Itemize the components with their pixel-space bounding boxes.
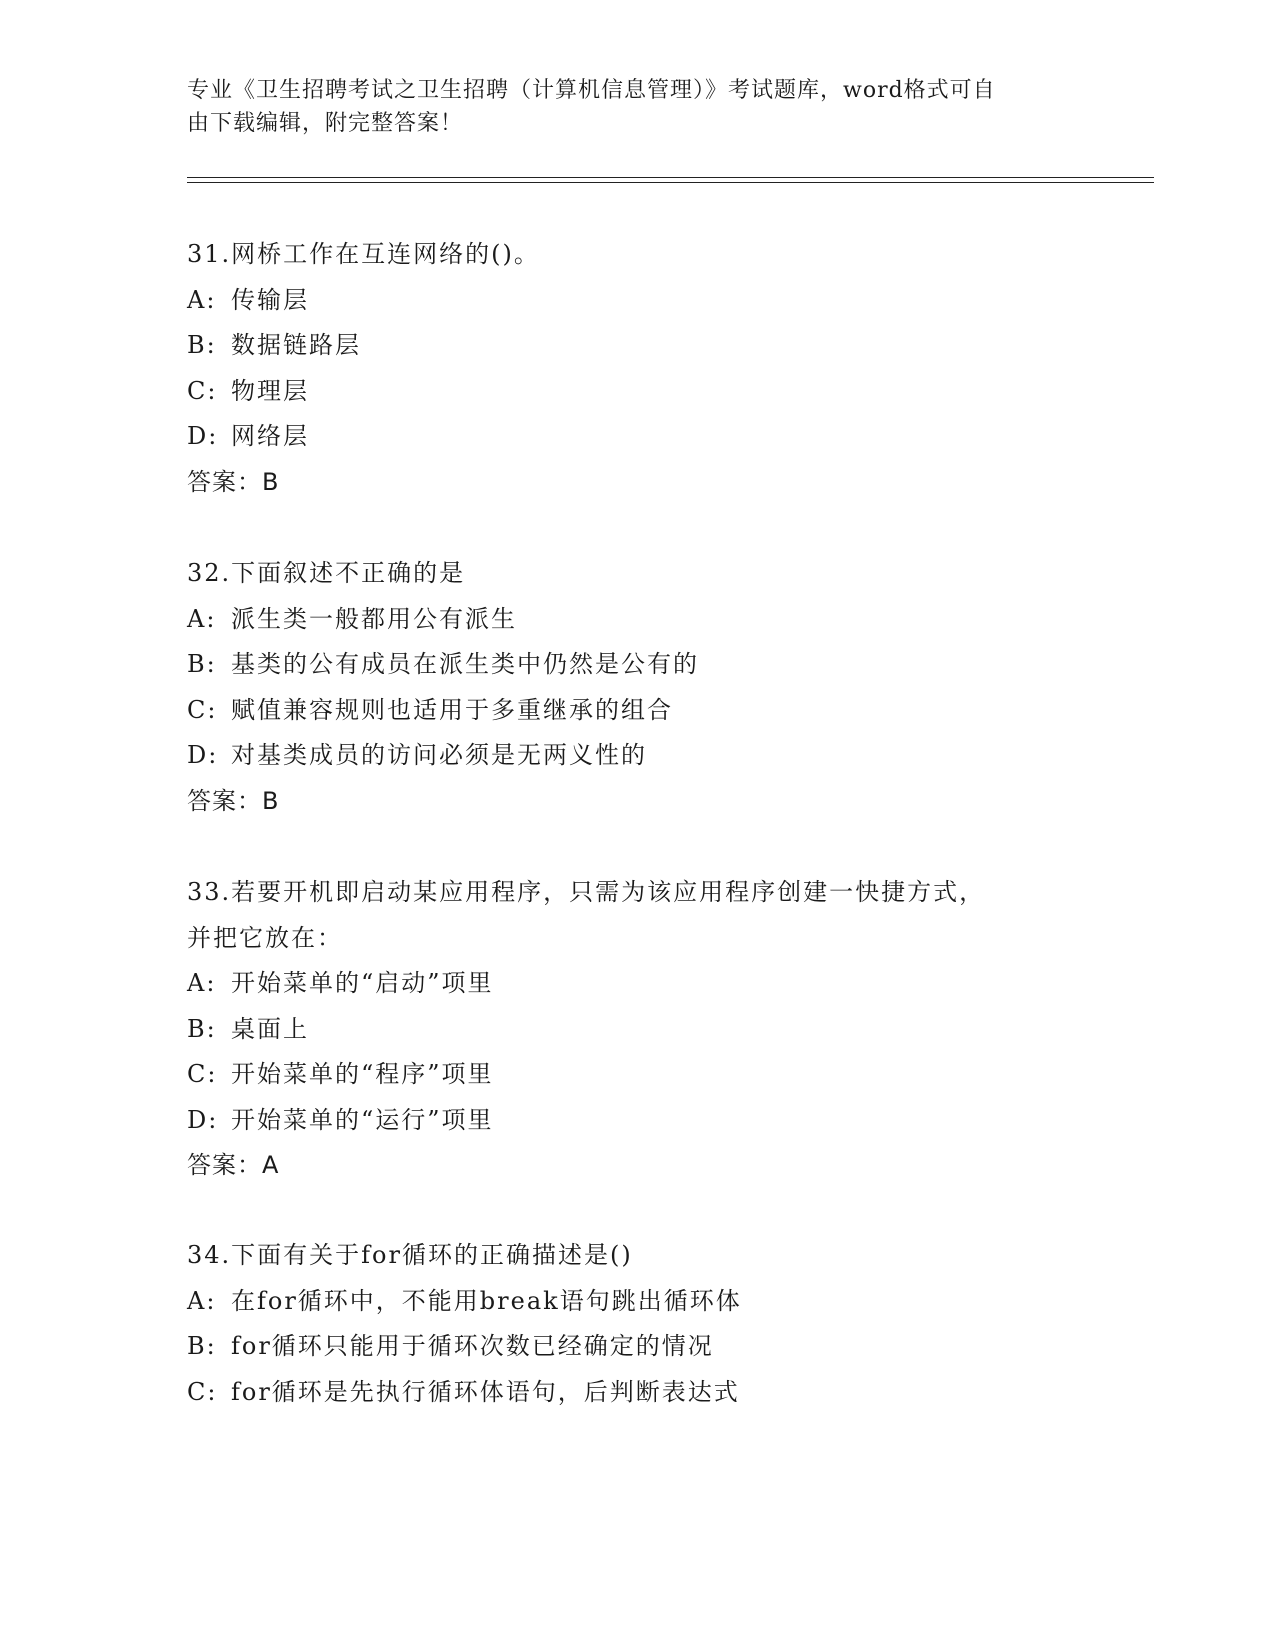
option-label: B: xyxy=(187,331,217,359)
question-32 xyxy=(187,551,1087,824)
option-label: C: xyxy=(187,1060,218,1088)
option-label: A: xyxy=(187,969,217,997)
question-stem: 31.网桥工作在互连网络的()。 xyxy=(187,240,540,268)
option-c xyxy=(187,369,1087,415)
option-text: 桌面上 xyxy=(231,1014,309,1043)
header-rule-top xyxy=(187,177,1154,178)
option-text: 网络层 xyxy=(231,422,309,450)
option-label: B: xyxy=(187,1014,217,1043)
option-text: 对基类成员的访问必须是无两义性的 xyxy=(231,741,647,769)
option-a xyxy=(187,1279,1087,1325)
option-text: 数据链路层 xyxy=(231,331,361,359)
option-a xyxy=(187,597,1087,643)
option-text: 传输层 xyxy=(231,285,309,314)
option-d xyxy=(187,1098,1087,1144)
option-b xyxy=(187,323,1087,369)
option-text: 基类的公有成员在派生类中仍然是公有的 xyxy=(231,650,699,678)
option-label: D: xyxy=(187,1105,219,1134)
question-stem-line-2: 并把它放在： xyxy=(187,923,343,952)
option-text: for循环只能用于循环次数已经确定的情况 xyxy=(231,1332,714,1360)
option-label: B: xyxy=(187,1332,217,1360)
option-b xyxy=(187,1324,1087,1370)
answer: 答案：B xyxy=(187,467,280,496)
option-text: 派生类一般都用公有派生 xyxy=(231,604,517,633)
question-stem: 32.下面叙述不正确的是 xyxy=(187,559,466,587)
answer: 答案：B xyxy=(187,786,280,815)
option-label: A: xyxy=(187,1286,217,1315)
option-text: 在for循环中，不能用break语句跳出循环体 xyxy=(231,1286,742,1315)
option-label: D: xyxy=(187,741,219,769)
option-label: C: xyxy=(187,376,218,405)
option-d xyxy=(187,733,1087,779)
option-text: 开始菜单的“启动”项里 xyxy=(231,969,494,997)
option-label: C: xyxy=(187,1377,218,1406)
option-d xyxy=(187,414,1087,460)
question-stem: 34.下面有关于for循环的正确描述是() xyxy=(187,1241,633,1269)
header-line-1: 专业《卫生招聘考试之卫生招聘（计算机信息管理）》考试题库，word格式可自 xyxy=(187,78,996,103)
document-header xyxy=(187,74,1087,140)
option-label: B: xyxy=(187,650,217,678)
option-label: A: xyxy=(187,604,217,633)
option-c xyxy=(187,1052,1087,1098)
option-text: 开始菜单的“程序”项里 xyxy=(231,1060,494,1088)
option-a xyxy=(187,961,1087,1007)
option-text: 物理层 xyxy=(231,376,309,405)
question-33 xyxy=(187,870,1087,1189)
option-text: for循环是先执行循环体语句，后判断表达式 xyxy=(231,1377,740,1406)
option-label: A: xyxy=(187,285,217,314)
option-c xyxy=(187,1370,1087,1416)
header-rule-bottom xyxy=(187,182,1154,183)
option-c xyxy=(187,688,1087,734)
question-stem-line-1: 33.若要开机即启动某应用程序，只需为该应用程序创建一快捷方式， xyxy=(187,878,986,906)
option-label: C: xyxy=(187,695,218,724)
option-b xyxy=(187,642,1087,688)
option-text: 赋值兼容规则也适用于多重继承的组合 xyxy=(231,695,673,724)
option-b xyxy=(187,1007,1087,1053)
question-34 xyxy=(187,1233,1087,1415)
option-text: 开始菜单的“运行”项里 xyxy=(231,1105,494,1134)
header-line-2: 由下载编辑，附完整答案！ xyxy=(187,111,464,136)
answer: 答案：A xyxy=(187,1151,280,1179)
question-31 xyxy=(187,232,1087,505)
option-a xyxy=(187,278,1087,324)
option-label: D: xyxy=(187,422,219,450)
